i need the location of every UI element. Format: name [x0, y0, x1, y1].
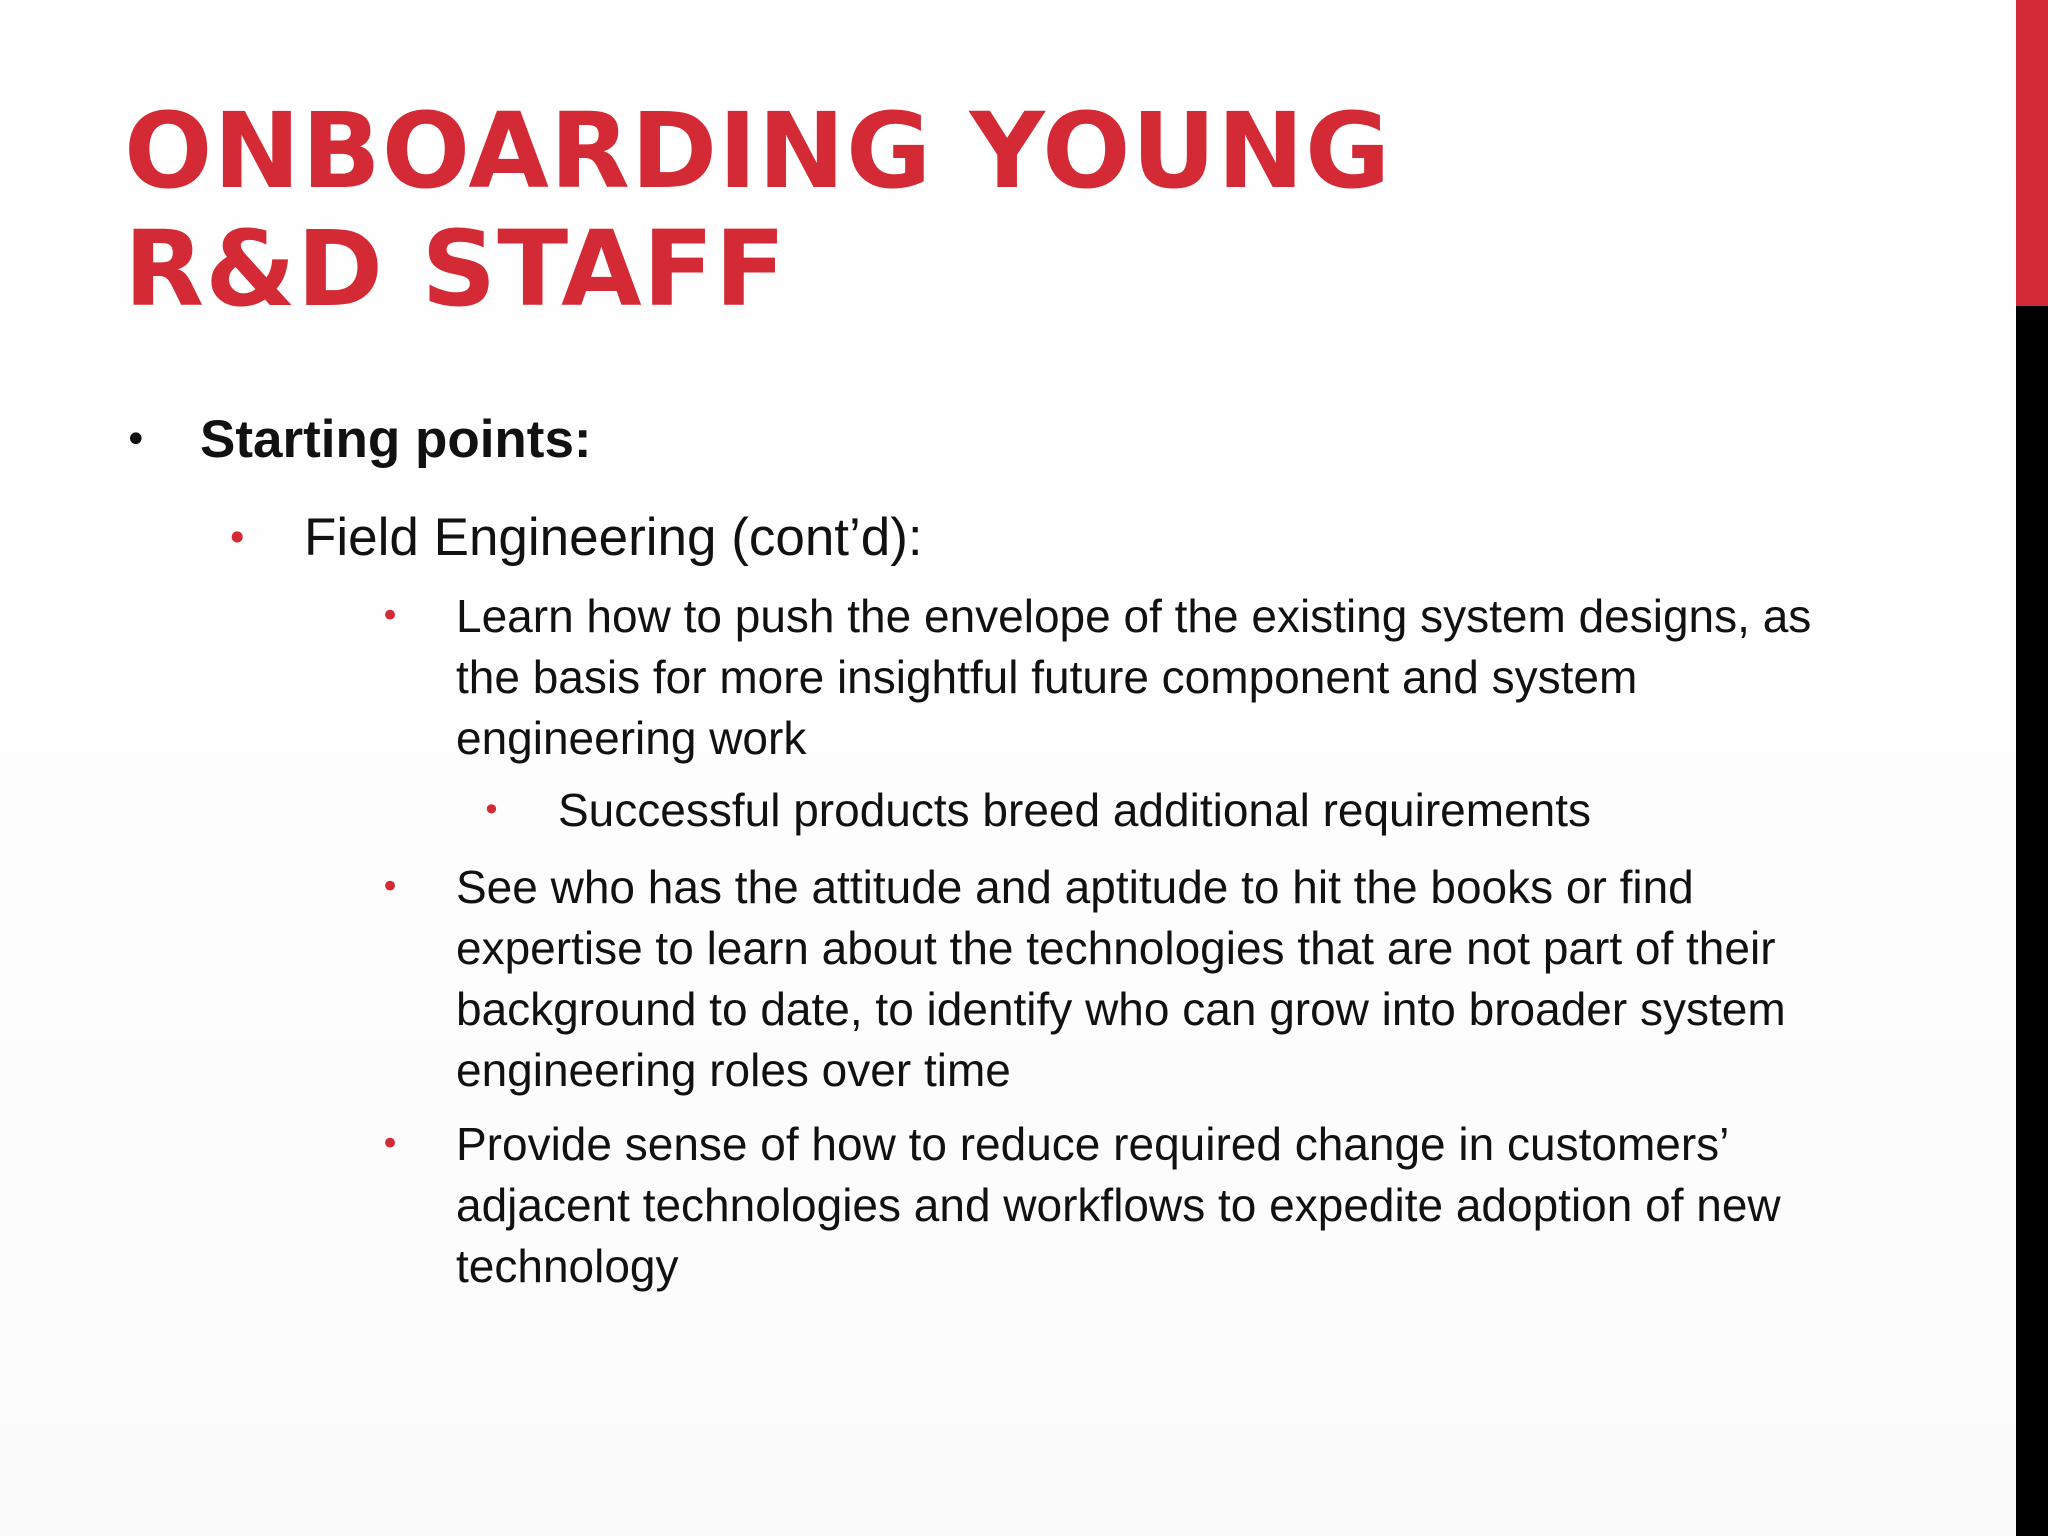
bullet-text: Field Engineering (cont’d):	[304, 508, 923, 567]
bullet-text: Starting points:	[200, 410, 592, 469]
title-line-1: ONBOARDING YOUNG	[124, 90, 1392, 212]
bullet-icon: •	[380, 596, 401, 636]
bullet-icon: •	[380, 1124, 401, 1164]
bullet-text: See who has the attitude and aptitude to hit the books or find expertise to learn about the technologies that are not part of their background to date, to identify who can grow into broader system engineering roles over time	[456, 861, 1786, 1096]
bullet-icon: •	[482, 791, 501, 829]
bullet-text: Learn how to push the envelope of the existing system designs, as the basis for more insightful future component and system engineering work	[456, 590, 1812, 764]
title-line-2: R&D STAFF	[124, 208, 787, 330]
bullet-icon: •	[124, 417, 148, 463]
bullet-icon: •	[380, 867, 401, 907]
bullet-text: Successful products breed additional requirements	[558, 784, 1592, 836]
bullet-text: Provide sense of how to reduce required change in customers’ adjacent technologies and workflows to expedite adoption of new technology	[456, 1118, 1781, 1292]
bullet-icon: •	[226, 516, 249, 560]
